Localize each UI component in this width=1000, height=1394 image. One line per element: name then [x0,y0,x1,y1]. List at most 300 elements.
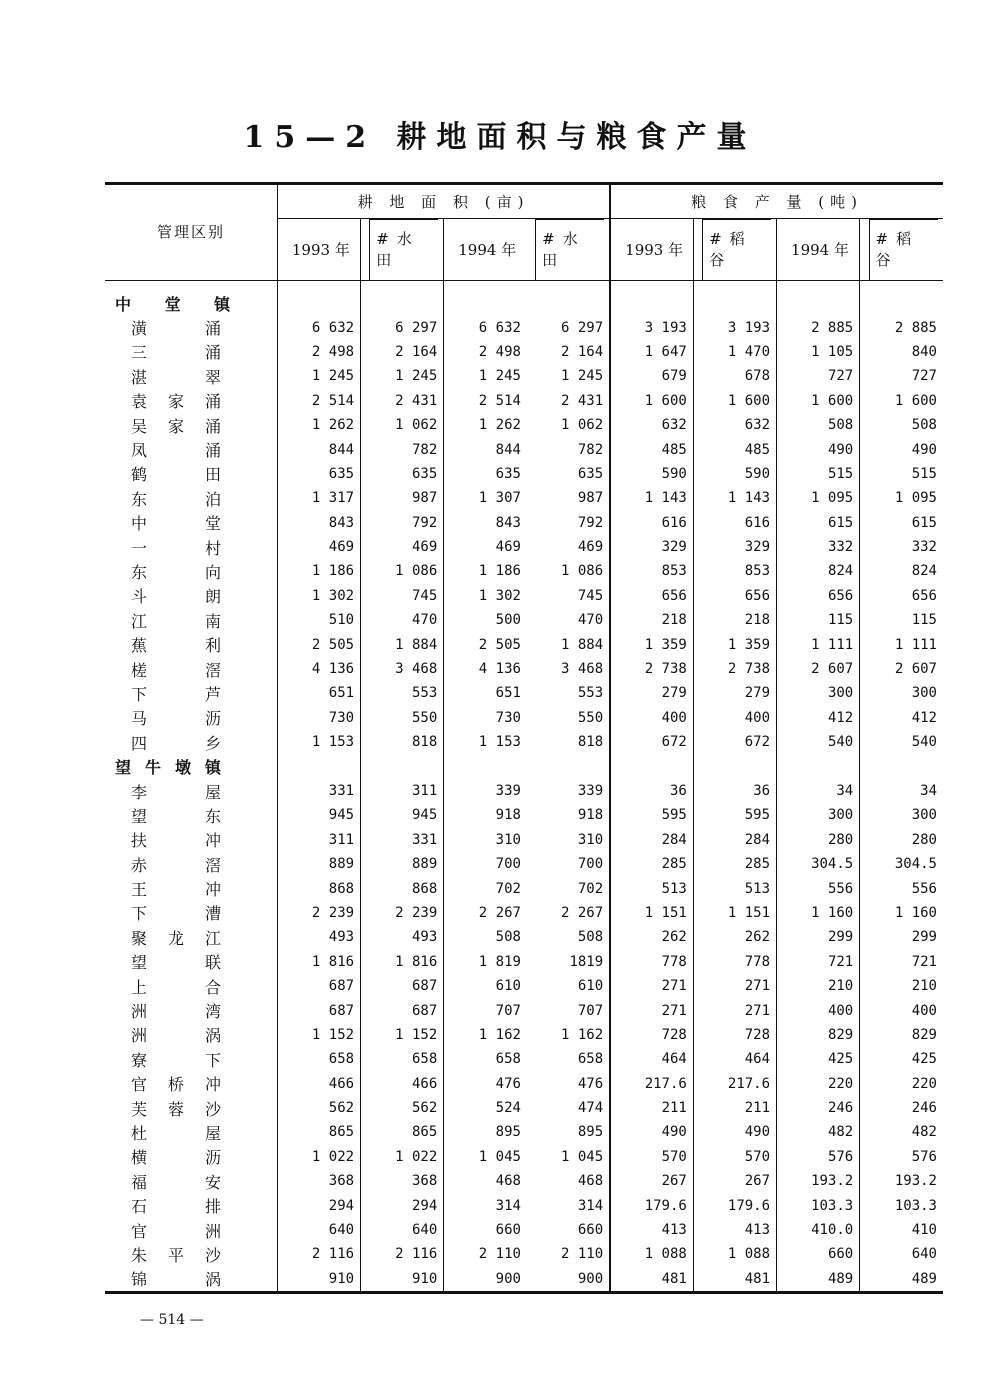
table-cell: 2 885 [777,315,860,339]
table-row [105,511,943,535]
table-cell: 1 317 [311,490,355,507]
table-cell: 368 [361,1169,444,1193]
table-cell: 730 [328,709,355,726]
table-cell: 299 [860,925,943,949]
table-cell: 595 [610,803,693,827]
table-cell: 1 307 [444,486,527,510]
table-cell: 1 262 [444,413,527,437]
table-cell: 310 [444,828,527,852]
table-cell: 1 062 [361,413,444,437]
table-cell: 658 [577,1051,604,1068]
table-cell: 246 [860,1096,943,1120]
table-row [105,486,943,510]
table-cell: 2 607 [860,657,943,681]
table-header [105,184,943,281]
table-cell: 1 086 [361,559,444,583]
table-cell: 824 [777,559,860,583]
table-cell: 1 816 [361,950,444,974]
table-cell: 299 [777,925,860,949]
table-cell: 2 738 [693,657,776,681]
table-cell: 103.3 [860,1193,943,1217]
table-cell: 782 [361,437,444,461]
table-cell: 262 [610,925,693,949]
table-cell: 635 [328,465,355,482]
table-cell: 217.6 [610,1072,693,1096]
table-cell: 339 [444,779,527,803]
table-cell: 3 193 [610,315,693,339]
table-cell: 115 [777,608,860,632]
table-cell: 1 160 [777,901,860,925]
table-cell: 1 062 [561,417,604,434]
table-cell: 658 [328,1051,355,1068]
village-name [105,559,277,583]
table-cell: 687 [328,1002,355,1019]
village-name [105,1096,277,1120]
table-cell: 553 [577,685,604,702]
table-cell: 368 [328,1173,355,1190]
table-cell: 818 [577,734,604,751]
table-cell: 4 136 [444,657,527,681]
table-cell: 304.5 [777,852,860,876]
table-cell: 1 086 [561,563,604,580]
table-cell: 464 [693,1047,776,1071]
table-cell: 476 [444,1072,527,1096]
table-cell: 945 [328,807,355,824]
table-cell: 271 [610,998,693,1022]
table-cell: 590 [693,462,776,486]
table-cell: 844 [328,441,355,458]
table-cell: 1 105 [777,340,860,364]
table-cell: 707 [444,998,527,1022]
village-name-text: 扶 冲 [131,831,221,851]
table-row [105,852,943,876]
table-cell: 103.3 [777,1193,860,1217]
area-1994-header: 1994 年 [444,219,527,281]
village-name-text: 锦 涡 [131,1270,221,1290]
table-cell: 470 [361,608,444,632]
table-cell: 1 111 [860,632,943,656]
table-row [105,681,943,705]
table-cell: 1 245 [444,364,527,388]
table-cell: 474 [577,1100,604,1117]
table-cell: 792 [577,514,604,531]
table-cell: 300 [777,681,860,705]
table-cell: 218 [610,608,693,632]
table-cell: 570 [693,1145,776,1169]
table-cell: 868 [328,880,355,897]
table-cell: 515 [860,462,943,486]
table-cell: 576 [777,1145,860,1169]
table-cell: 1 245 [561,368,604,385]
table-cell: 868 [361,876,444,900]
town-name: 望牛墩镇 [105,754,277,778]
table-cell: 1 600 [693,389,776,413]
table-cell: 425 [860,1047,943,1071]
table-cell: 2 110 [561,1246,604,1263]
table-cell: 829 [860,1023,943,1047]
table-cell: 271 [610,974,693,998]
table-cell: 829 [777,1023,860,1047]
village-name-text: 横 沥 [131,1148,221,1168]
table-cell: 220 [860,1072,943,1096]
table-cell: 412 [860,706,943,730]
table-cell: 331 [361,828,444,852]
table-cell: 656 [693,584,776,608]
table-cell: 524 [444,1096,527,1120]
table-cell: 1 153 [444,730,527,754]
table-cell: 889 [328,856,355,873]
table-cell: 470 [577,612,604,629]
table-cell: 304.5 [860,852,943,876]
area-1994-paddy-header [527,219,610,281]
table-cell: 2 116 [311,1246,355,1263]
table-cell: 844 [444,437,527,461]
table-cell: 210 [860,974,943,998]
table-row [105,779,943,803]
table-cell: 279 [610,681,693,705]
village-name-text: 湛 翠 [131,367,221,387]
table-cell: 778 [693,950,776,974]
table-cell: 660 [777,1242,860,1266]
table-cell: 900 [527,1267,610,1293]
table-cell: 672 [693,730,776,754]
table-row [105,389,943,413]
table-cell: 410 [860,1218,943,1242]
table-row [105,462,943,486]
table-cell: 485 [693,437,776,461]
village-name-text: 凤 涌 [131,441,221,461]
village-name [105,1120,277,1144]
table-cell: 900 [444,1267,527,1293]
table-cell: 285 [693,852,776,876]
table-cell: 1 152 [311,1026,355,1043]
table-cell: 553 [361,681,444,705]
table-cell: 2 498 [311,343,355,360]
table-cell: 515 [777,462,860,486]
table-cell: 1 153 [311,734,355,751]
table-cell: 4 136 [311,661,355,678]
village-name-text: 望 东 [131,806,221,826]
table-cell: 728 [610,1023,693,1047]
table-cell: 469 [328,539,355,556]
village-name [105,462,277,486]
table-cell: 1 600 [860,389,943,413]
table-cell: 400 [610,706,693,730]
table-cell: 595 [693,803,776,827]
table-cell: 280 [777,828,860,852]
village-name [105,950,277,974]
village-name [105,1193,277,1217]
village-name-text: 蕉 利 [131,636,221,656]
table-row [105,1169,943,1193]
table-cell: 179.6 [693,1193,776,1217]
table-cell: 314 [444,1193,527,1217]
village-name-text: 赤 滘 [131,855,221,875]
village-name-text: 上 合 [131,977,221,997]
table-cell: 1 151 [610,901,693,925]
table-cell: 865 [328,1124,355,1141]
table-cell: 314 [577,1197,604,1214]
table-cell: 1 600 [610,389,693,413]
town-name: 中 堂 镇 [105,291,277,315]
table-cell: 211 [610,1096,693,1120]
table-cell: 6 297 [361,315,444,339]
table-cell: 656 [610,584,693,608]
table-cell: 910 [277,1267,360,1293]
table-cell: 1 262 [311,417,355,434]
table-cell: 745 [577,587,604,604]
table-cell: 678 [693,364,776,388]
village-name-text: 杜 屋 [131,1123,221,1143]
village-name-text: 东 泊 [131,489,221,509]
table-cell: 727 [860,364,943,388]
table-cell: 262 [693,925,776,949]
table-row [105,803,943,827]
table-cell: 1 816 [311,953,355,970]
table-cell: 570 [610,1145,693,1169]
table-cell: 246 [777,1096,860,1120]
village-name-text: 洲 涡 [131,1026,221,1046]
table-cell: 1819 [569,953,604,970]
table-cell: 508 [444,925,527,949]
table-cell: 482 [777,1120,860,1144]
table-cell: 6 297 [561,319,604,336]
table-cell: 610 [577,978,604,995]
table-cell: 1 143 [610,486,693,510]
table-cell: 513 [693,876,776,900]
table-cell: 889 [361,852,444,876]
village-name [105,1218,277,1242]
table-cell: 1 088 [693,1242,776,1266]
table-row [105,559,943,583]
table-cell: 679 [610,364,693,388]
village-name [105,413,277,437]
table-cell: 640 [860,1242,943,1266]
table-row [105,1145,943,1169]
table-row [105,706,943,730]
table-cell: 745 [361,584,444,608]
table-cell: 2 110 [444,1242,527,1266]
table-cell: 193.2 [777,1169,860,1193]
table-cell: 1 186 [444,559,527,583]
village-name-text: 朱 平 沙 [131,1245,221,1265]
farmland-grain-table [105,182,943,1294]
table-cell: 179.6 [610,1193,693,1217]
table-cell: 2 885 [860,315,943,339]
table-row [105,950,943,974]
table-cell: 513 [610,876,693,900]
table-row [105,1193,943,1217]
table-row [105,413,943,437]
table-cell: 311 [361,779,444,803]
rice-label: #稻 谷 [869,219,939,280]
table-cell: 2 498 [444,340,527,364]
table-cell: 1 152 [361,1023,444,1047]
grain-1994-rice-header [860,219,943,281]
table-cell: 2 239 [311,904,355,921]
table-cell: 482 [860,1120,943,1144]
table-cell: 672 [610,730,693,754]
table-row [105,1218,943,1242]
table-cell: 490 [777,437,860,461]
table-cell: 687 [328,978,355,995]
table-cell: 3 468 [561,661,604,678]
paddy-label: #水 田 [369,219,438,280]
table-cell: 1 162 [561,1026,604,1043]
table-cell: 1 600 [777,389,860,413]
table-cell: 782 [577,441,604,458]
table-cell: 481 [610,1267,693,1293]
village-name-text: 斗 朗 [131,587,221,607]
village-name-text: 潢 涌 [131,319,221,339]
table-cell: 700 [577,856,604,873]
grain-group-header: 粮 食 产 量 (吨) [610,184,943,219]
table-cell: 410.0 [777,1218,860,1242]
table-cell: 651 [328,685,355,702]
table-cell: 211 [693,1096,776,1120]
village-name-text: 寮 下 [131,1050,221,1070]
table-cell: 853 [610,559,693,583]
table-cell: 651 [444,681,527,705]
table-cell: 218 [693,608,776,632]
table-cell: 840 [860,340,943,364]
table-cell: 824 [860,559,943,583]
table-cell: 193.2 [860,1169,943,1193]
table-cell: 493 [361,925,444,949]
table-cell: 2 431 [561,392,604,409]
table-cell: 656 [777,584,860,608]
table-cell: 294 [361,1193,444,1217]
table-cell: 6 632 [311,319,355,336]
page-title: 15—2 耕地面积与粮食产量 [243,120,757,155]
table-cell: 615 [860,511,943,535]
table-cell: 2 505 [311,636,355,653]
table-row [105,584,943,608]
table-cell: 1 095 [860,486,943,510]
table-cell: 1 162 [444,1023,527,1047]
table-cell: 576 [860,1145,943,1169]
table-cell: 468 [444,1169,527,1193]
village-name [105,1145,277,1169]
table-cell: 640 [328,1222,355,1239]
table-cell: 490 [693,1120,776,1144]
table-cell: 36 [610,779,693,803]
table-cell: 778 [610,950,693,974]
table-cell: 1 302 [444,584,527,608]
village-name [105,876,277,900]
table-cell: 310 [577,831,604,848]
village-name [105,1267,277,1293]
table-row [105,1096,943,1120]
grain-1994-header: 1994 年 [777,219,860,281]
village-name [105,706,277,730]
table-cell: 485 [610,437,693,461]
table-cell: 1 245 [311,368,355,385]
table-cell: 2 239 [361,901,444,925]
table-cell: 615 [777,511,860,535]
table-cell: 707 [577,1002,604,1019]
table-cell: 640 [361,1218,444,1242]
table-row [105,1023,943,1047]
table-cell: 217.6 [693,1072,776,1096]
table-cell: 660 [577,1222,604,1239]
table-cell: 910 [361,1267,444,1293]
table-cell: 2 164 [361,340,444,364]
table-cell: 271 [693,998,776,1022]
table-cell: 1 647 [610,340,693,364]
table-cell: 510 [328,612,355,629]
table-cell: 34 [860,779,943,803]
table-cell: 279 [693,681,776,705]
table-cell: 2 267 [444,901,527,925]
table-cell: 490 [860,437,943,461]
village-name-text: 马 沥 [131,709,221,729]
table-cell: 700 [444,852,527,876]
table-cell: 468 [577,1173,604,1190]
village-name-text: 槎 滘 [131,660,221,680]
table-row [105,1072,943,1096]
village-name [105,315,277,339]
village-name [105,1242,277,1266]
table-cell: 2 738 [610,657,693,681]
table-cell: 2 267 [561,904,604,921]
table-cell: 550 [361,706,444,730]
village-name-text: 吴 家 涌 [131,416,221,436]
village-name [105,925,277,949]
table-cell: 945 [361,803,444,827]
table-cell: 284 [693,828,776,852]
table-cell: 1 111 [777,632,860,656]
table-cell: 508 [777,413,860,437]
village-name [105,657,277,681]
village-name-text: 李 屋 [131,782,221,802]
table-cell: 469 [361,535,444,559]
village-name-text: 四 乡 [131,733,221,753]
village-name [105,998,277,1022]
table-cell: 2 514 [311,392,355,409]
table-cell: 413 [610,1218,693,1242]
table-cell: 284 [610,828,693,852]
table-row [105,974,943,998]
table-cell: 632 [610,413,693,437]
table-cell: 1 359 [610,632,693,656]
district-header: 管理区别 [105,184,277,281]
table-row [105,901,943,925]
table-cell: 464 [610,1047,693,1071]
village-name [105,437,277,461]
village-name-text: 三 涌 [131,343,221,363]
village-name-text: 下 芦 [131,684,221,704]
table-cell: 1 186 [311,563,355,580]
table-cell: 329 [693,535,776,559]
table-cell: 469 [577,539,604,556]
table-row [105,632,943,656]
table-cell: 728 [693,1023,776,1047]
table-cell: 658 [361,1047,444,1071]
table-cell: 687 [361,998,444,1022]
village-name [105,803,277,827]
table-cell: 1 470 [693,340,776,364]
village-name-text: 官 洲 [131,1221,221,1241]
table-cell: 3 468 [361,657,444,681]
table-cell: 267 [693,1169,776,1193]
table-row [105,1047,943,1071]
table-cell: 466 [328,1075,355,1092]
table-cell: 610 [444,974,527,998]
table-cell: 493 [328,929,355,946]
table-cell: 466 [361,1072,444,1096]
village-name-text: 福 安 [131,1172,221,1192]
